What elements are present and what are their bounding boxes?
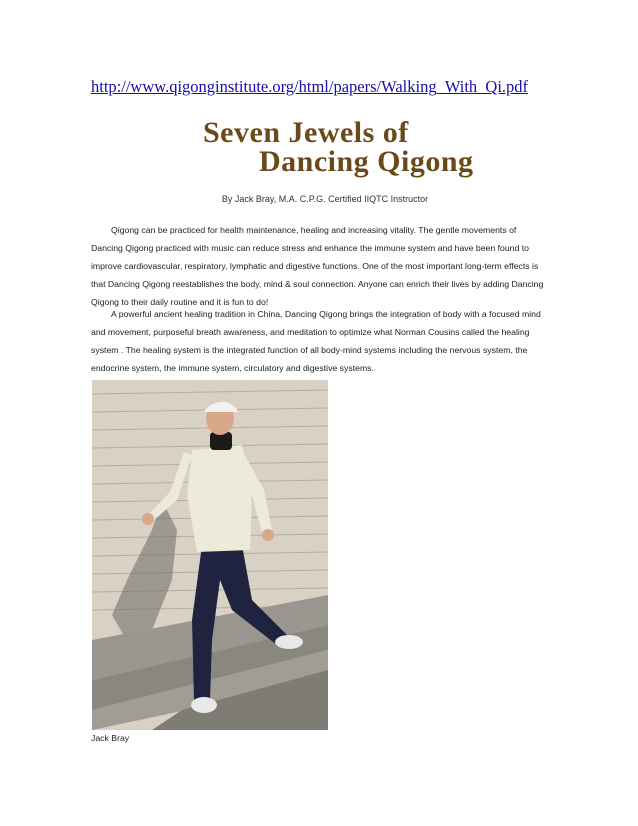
- header-image: [195, 116, 474, 218]
- title-line-1: Seven Jewels of: [203, 116, 409, 149]
- paragraph-1: [91, 221, 549, 311]
- paragraph-1-text: Qigong can be practiced for health maintenance, healing and increasing vitality. The gentle movements of Dancing Qigong practiced with music can reduce stress and enhance the immune system and have been found to improve cardiovascular, respiratory, lymphatic and digestive functions. One of the most important long-term effects is that Dancing Qigong reestablishes the body, mind & soul connection. Anyone can enrich their lives by adding Dancing Qigong to their daily routine and it is fun to do!: [91, 225, 544, 307]
- source-link[interactable]: http://www.qigonginstitute.org/html/papers/Walking_With_Qi.pdf: [91, 77, 529, 96]
- paragraph-2-text: A powerful ancient healing tradition in China, Dancing Qigong brings the integration of body with a focused mind and movement, purposeful breath awareness, and meditation to optimize what Norman Cousins called the healing system . The healing system is the integrated function of all body-mind systems including the nervous system, the endocrine system, the immune system, circulatory and digestive systems.: [91, 309, 541, 373]
- title-line-2: Dancing Qigong: [259, 145, 474, 178]
- byline: By Jack Bray, M.A. C.P.G. Certified IIQTC Instructor: [221, 194, 429, 204]
- paragraph-2: [91, 305, 549, 377]
- photo-jack-bray: [92, 380, 328, 730]
- photo-caption: Jack Bray: [91, 733, 130, 743]
